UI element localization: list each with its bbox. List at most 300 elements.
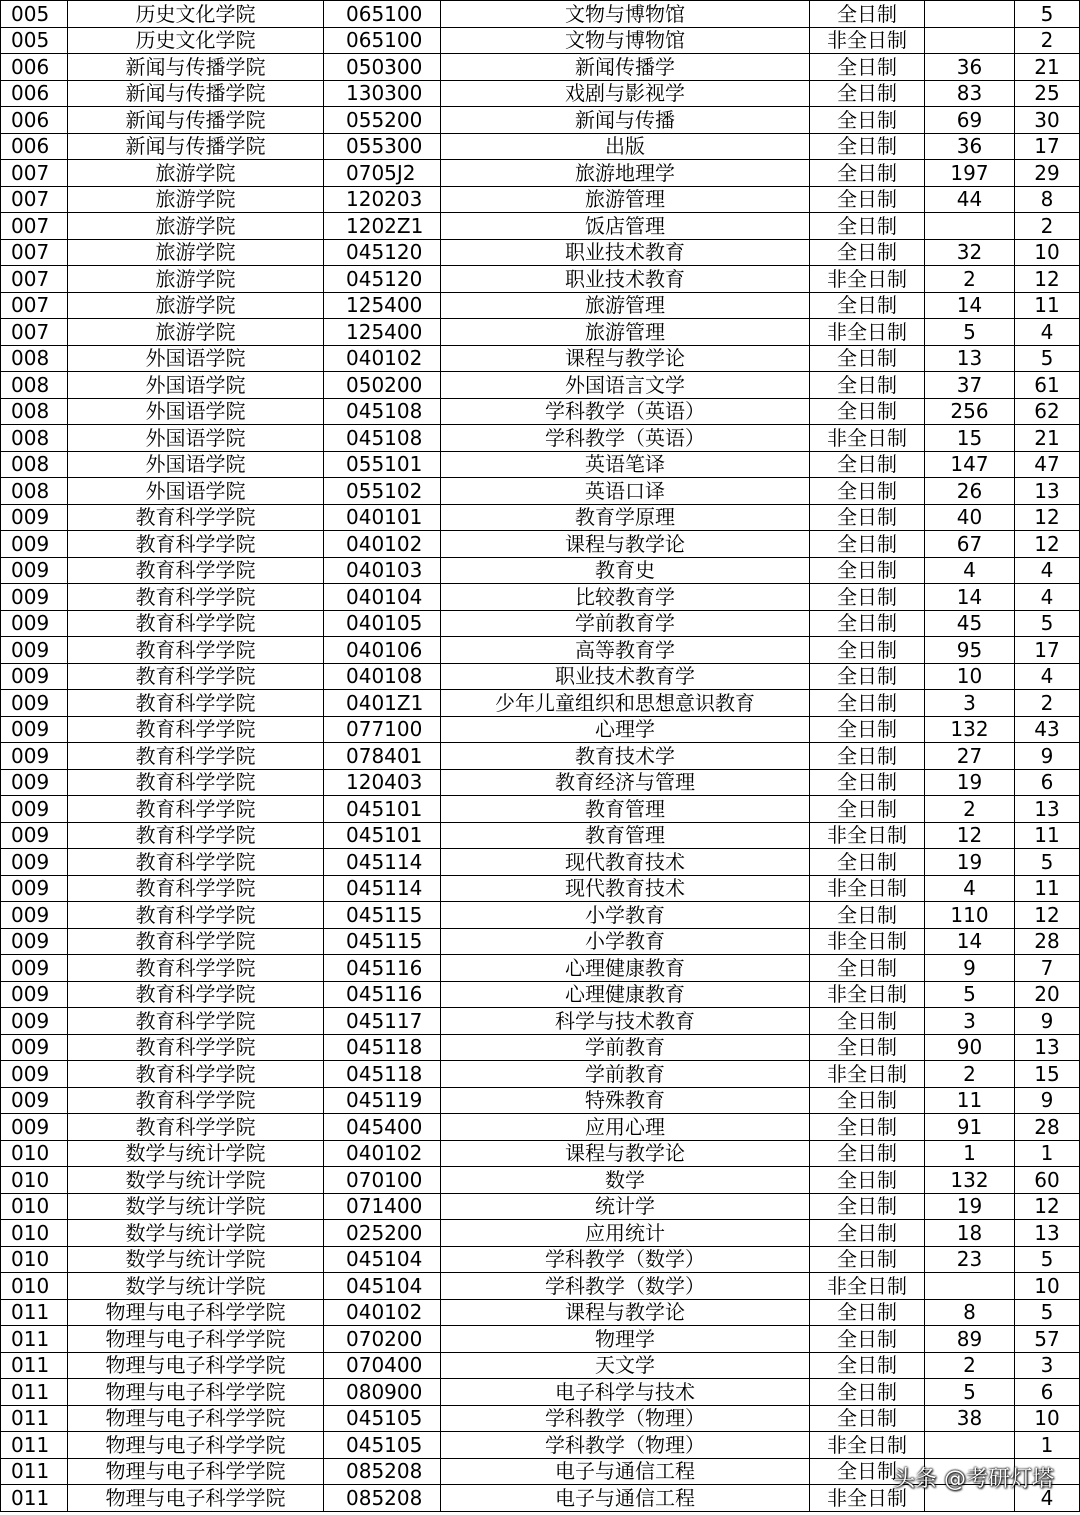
table-row [1,1299,1080,1326]
table-row [1,955,1080,982]
program-code-cell: 080900 [324,1379,441,1406]
table-row [1,822,1080,849]
program-name-cell: 特殊教育 [441,1087,810,1114]
college-code-cell: 009 [1,637,68,664]
study-mode-cell: 全日制 [810,796,925,823]
table-row [1,186,1080,213]
count-b-cell: 43 [1015,716,1080,743]
count-b-cell: 11 [1015,822,1080,849]
college-name-cell: 旅游学院 [68,266,324,293]
table-row [1,796,1080,823]
table-row [1,107,1080,134]
table-row [1,1140,1080,1167]
program-code-cell: 077100 [324,716,441,743]
college-name-cell: 教育科学学院 [68,1034,324,1061]
study-mode-cell: 非全日制 [810,1485,925,1512]
count-b-cell: 25 [1015,80,1080,107]
college-name-cell: 教育科学学院 [68,849,324,876]
table-row [1,849,1080,876]
study-mode-cell: 非全日制 [810,981,925,1008]
college-name-cell: 旅游学院 [68,239,324,266]
program-name-cell: 职业技术教育 [441,239,810,266]
table-row [1,743,1080,770]
count-b-cell: 28 [1015,928,1080,955]
study-mode-cell: 全日制 [810,1140,925,1167]
program-name-cell: 心理健康教育 [441,955,810,982]
study-mode-cell: 全日制 [810,107,925,134]
table-row [1,557,1080,584]
count-b-cell: 10 [1015,1273,1080,1300]
college-name-cell: 物理与电子科学学院 [68,1485,324,1512]
table-row [1,1220,1080,1247]
college-name-cell: 旅游学院 [68,213,324,240]
study-mode-cell: 全日制 [810,902,925,929]
college-name-cell: 教育科学学院 [68,743,324,770]
count-b-cell: 10 [1015,239,1080,266]
program-code-cell: 040102 [324,345,441,372]
college-name-cell: 旅游学院 [68,160,324,187]
count-b-cell: 21 [1015,54,1080,81]
college-name-cell: 数学与统计学院 [68,1140,324,1167]
study-mode-cell: 全日制 [810,345,925,372]
college-code-cell: 009 [1,1034,68,1061]
college-name-cell: 数学与统计学院 [68,1167,324,1194]
study-mode-cell: 全日制 [810,1246,925,1273]
count-a-cell: 132 [925,716,1015,743]
program-name-cell: 统计学 [441,1193,810,1220]
college-code-cell: 009 [1,690,68,717]
count-b-cell: 13 [1015,1220,1080,1247]
program-name-cell: 物理学 [441,1326,810,1353]
college-code-cell: 007 [1,292,68,319]
college-code-cell: 009 [1,902,68,929]
table-row [1,372,1080,399]
college-code-cell: 010 [1,1193,68,1220]
college-name-cell: 新闻与传播学院 [68,107,324,134]
college-code-cell: 009 [1,875,68,902]
program-name-cell: 学科教学（数学） [441,1273,810,1300]
count-b-cell: 11 [1015,875,1080,902]
count-b-cell: 13 [1015,478,1080,505]
college-code-cell: 009 [1,955,68,982]
college-code-cell: 011 [1,1432,68,1459]
program-code-cell: 040108 [324,663,441,690]
college-code-cell: 009 [1,796,68,823]
college-code-cell: 008 [1,425,68,452]
count-b-cell: 6 [1015,769,1080,796]
table-row [1,345,1080,372]
program-code-cell: 055200 [324,107,441,134]
college-code-cell: 005 [1,1,68,28]
college-name-cell: 物理与电子科学学院 [68,1352,324,1379]
program-code-cell: 040102 [324,1299,441,1326]
study-mode-cell: 全日制 [810,637,925,664]
program-code-cell: 120403 [324,769,441,796]
college-code-cell: 010 [1,1167,68,1194]
count-b-cell: 4 [1015,663,1080,690]
study-mode-cell: 全日制 [810,133,925,160]
college-name-cell: 物理与电子科学学院 [68,1299,324,1326]
program-name-cell: 教育管理 [441,822,810,849]
count-a-cell: 1 [925,1140,1015,1167]
college-code-cell: 007 [1,213,68,240]
college-code-cell: 009 [1,822,68,849]
study-mode-cell: 全日制 [810,504,925,531]
study-mode-cell: 全日制 [810,690,925,717]
count-a-cell: 26 [925,478,1015,505]
college-name-cell: 教育科学学院 [68,1061,324,1088]
program-name-cell: 科学与技术教育 [441,1008,810,1035]
table-row [1,1061,1080,1088]
count-b-cell: 4 [1015,557,1080,584]
count-a-cell: 44 [925,186,1015,213]
count-a-cell: 13 [925,345,1015,372]
college-code-cell: 010 [1,1273,68,1300]
college-code-cell: 006 [1,54,68,81]
study-mode-cell: 全日制 [810,1458,925,1485]
program-code-cell: 045105 [324,1432,441,1459]
count-a-cell [925,213,1015,240]
count-b-cell: 5 [1015,1,1080,28]
program-code-cell: 040105 [324,610,441,637]
count-b-cell: 12 [1015,1193,1080,1220]
study-mode-cell: 非全日制 [810,425,925,452]
program-code-cell: 045116 [324,981,441,1008]
program-code-cell: 045117 [324,1008,441,1035]
table-row [1,769,1080,796]
table-row [1,478,1080,505]
table-row [1,637,1080,664]
count-b-cell: 6 [1015,1379,1080,1406]
program-name-cell: 课程与教学论 [441,1299,810,1326]
program-code-cell: 055101 [324,451,441,478]
college-name-cell: 教育科学学院 [68,796,324,823]
count-b-cell: 5 [1015,849,1080,876]
count-a-cell: 19 [925,1193,1015,1220]
program-name-cell: 旅游管理 [441,319,810,346]
count-a-cell [925,1432,1015,1459]
count-b-cell: 21 [1015,425,1080,452]
study-mode-cell: 全日制 [810,1087,925,1114]
program-code-cell: 078401 [324,743,441,770]
college-name-cell: 教育科学学院 [68,769,324,796]
count-b-cell: 13 [1015,1034,1080,1061]
college-name-cell: 数学与统计学院 [68,1220,324,1247]
program-code-cell: 055300 [324,133,441,160]
program-code-cell: 045104 [324,1246,441,1273]
table-row [1,160,1080,187]
table-row [1,610,1080,637]
program-code-cell: 085208 [324,1485,441,1512]
table-row [1,875,1080,902]
table-row [1,133,1080,160]
program-code-cell: 040101 [324,504,441,531]
study-mode-cell: 全日制 [810,1034,925,1061]
college-name-cell: 教育科学学院 [68,875,324,902]
table-row [1,1273,1080,1300]
program-code-cell: 045114 [324,875,441,902]
program-name-cell: 学科教学（物理） [441,1432,810,1459]
program-name-cell: 课程与教学论 [441,345,810,372]
study-mode-cell: 全日制 [810,663,925,690]
study-mode-cell: 全日制 [810,160,925,187]
college-code-cell: 008 [1,345,68,372]
program-code-cell: 040103 [324,557,441,584]
study-mode-cell: 全日制 [810,955,925,982]
college-name-cell: 物理与电子科学学院 [68,1432,324,1459]
count-a-cell: 4 [925,875,1015,902]
count-b-cell: 4 [1015,584,1080,611]
program-name-cell: 旅游管理 [441,186,810,213]
study-mode-cell: 全日制 [810,1405,925,1432]
count-a-cell: 5 [925,319,1015,346]
program-name-cell: 学前教育 [441,1061,810,1088]
table-row [1,531,1080,558]
college-code-cell: 008 [1,398,68,425]
count-a-cell: 2 [925,1352,1015,1379]
study-mode-cell: 全日制 [810,610,925,637]
program-name-cell: 学科教学（数学） [441,1246,810,1273]
program-name-cell: 教育经济与管理 [441,769,810,796]
count-a-cell: 23 [925,1246,1015,1273]
college-code-cell: 008 [1,478,68,505]
study-mode-cell: 非全日制 [810,822,925,849]
count-a-cell: 2 [925,1061,1015,1088]
program-name-cell: 新闻传播学 [441,54,810,81]
program-code-cell: 070400 [324,1352,441,1379]
college-code-cell: 009 [1,743,68,770]
program-name-cell: 学科教学（物理） [441,1405,810,1432]
program-code-cell: 045105 [324,1405,441,1432]
program-code-cell: 120203 [324,186,441,213]
count-b-cell: 2 [1015,213,1080,240]
college-code-cell: 009 [1,663,68,690]
count-b-cell: 5 [1015,1246,1080,1273]
table-row [1,1,1080,28]
program-code-cell: 045120 [324,239,441,266]
program-code-cell: 045119 [324,1087,441,1114]
table-row [1,663,1080,690]
count-a-cell: 10 [925,663,1015,690]
count-a-cell: 89 [925,1326,1015,1353]
college-name-cell: 教育科学学院 [68,822,324,849]
table-row [1,1034,1080,1061]
table-row [1,690,1080,717]
count-b-cell: 2 [1015,27,1080,54]
college-name-cell: 旅游学院 [68,292,324,319]
college-code-cell: 009 [1,584,68,611]
table-row [1,1167,1080,1194]
college-name-cell: 数学与统计学院 [68,1246,324,1273]
table-row [1,902,1080,929]
table-row [1,266,1080,293]
study-mode-cell: 全日制 [810,1167,925,1194]
program-code-cell: 025200 [324,1220,441,1247]
college-code-cell: 009 [1,769,68,796]
college-name-cell: 外国语学院 [68,478,324,505]
count-a-cell: 32 [925,239,1015,266]
college-name-cell: 教育科学学院 [68,637,324,664]
college-code-cell: 006 [1,133,68,160]
table-row [1,239,1080,266]
program-code-cell: 045104 [324,1273,441,1300]
program-code-cell: 0401Z1 [324,690,441,717]
college-name-cell: 教育科学学院 [68,1008,324,1035]
watermark-text: 头条 @考研灯塔 [893,1467,1054,1492]
program-code-cell: 045115 [324,928,441,955]
program-name-cell: 学前教育学 [441,610,810,637]
program-name-cell: 英语口译 [441,478,810,505]
program-code-cell: 125400 [324,292,441,319]
table-row [1,54,1080,81]
table-row [1,398,1080,425]
count-b-cell: 17 [1015,133,1080,160]
count-a-cell: 95 [925,637,1015,664]
study-mode-cell: 非全日制 [810,1432,925,1459]
college-name-cell: 物理与电子科学学院 [68,1458,324,1485]
program-name-cell: 职业技术教育学 [441,663,810,690]
study-mode-cell: 全日制 [810,1008,925,1035]
count-a-cell: 15 [925,425,1015,452]
college-code-cell: 006 [1,80,68,107]
count-b-cell: 13 [1015,796,1080,823]
college-name-cell: 教育科学学院 [68,504,324,531]
program-name-cell: 教育学原理 [441,504,810,531]
program-name-cell: 教育史 [441,557,810,584]
program-code-cell: 040102 [324,531,441,558]
count-a-cell: 3 [925,1008,1015,1035]
program-name-cell: 应用心理 [441,1114,810,1141]
college-code-cell: 009 [1,1087,68,1114]
college-code-cell: 011 [1,1458,68,1485]
study-mode-cell: 全日制 [810,1299,925,1326]
count-b-cell: 1 [1015,1140,1080,1167]
program-code-cell: 065100 [324,27,441,54]
college-name-cell: 数学与统计学院 [68,1193,324,1220]
table-row [1,425,1080,452]
study-mode-cell: 非全日制 [810,319,925,346]
college-name-cell: 外国语学院 [68,398,324,425]
college-code-cell: 009 [1,849,68,876]
program-name-cell: 比较教育学 [441,584,810,611]
program-name-cell: 出版 [441,133,810,160]
study-mode-cell: 全日制 [810,769,925,796]
table-row [1,504,1080,531]
count-b-cell: 5 [1015,610,1080,637]
table-row [1,1379,1080,1406]
count-b-cell: 9 [1015,1008,1080,1035]
college-code-cell: 006 [1,107,68,134]
count-a-cell: 67 [925,531,1015,558]
college-name-cell: 旅游学院 [68,319,324,346]
count-b-cell: 7 [1015,955,1080,982]
program-code-cell: 125400 [324,319,441,346]
program-code-cell: 070200 [324,1326,441,1353]
program-name-cell: 现代教育技术 [441,849,810,876]
college-name-cell: 物理与电子科学学院 [68,1405,324,1432]
study-mode-cell: 非全日制 [810,27,925,54]
study-mode-cell: 全日制 [810,584,925,611]
count-a-cell: 3 [925,690,1015,717]
count-b-cell: 5 [1015,345,1080,372]
study-mode-cell: 全日制 [810,1114,925,1141]
table-row [1,1114,1080,1141]
count-a-cell: 19 [925,769,1015,796]
college-name-cell: 教育科学学院 [68,663,324,690]
program-name-cell: 学前教育 [441,1034,810,1061]
study-mode-cell: 非全日制 [810,266,925,293]
program-code-cell: 045120 [324,266,441,293]
college-name-cell: 新闻与传播学院 [68,80,324,107]
college-name-cell: 教育科学学院 [68,531,324,558]
table-row [1,1326,1080,1353]
program-name-cell: 旅游地理学 [441,160,810,187]
study-mode-cell: 非全日制 [810,1273,925,1300]
college-code-cell: 011 [1,1485,68,1512]
program-code-cell: 040106 [324,637,441,664]
program-name-cell: 电子与通信工程 [441,1458,810,1485]
program-name-cell: 电子科学与技术 [441,1379,810,1406]
table-row [1,292,1080,319]
count-b-cell: 60 [1015,1167,1080,1194]
count-b-cell: 62 [1015,398,1080,425]
count-a-cell: 69 [925,107,1015,134]
table-row [1,928,1080,955]
study-mode-cell: 全日制 [810,1193,925,1220]
program-code-cell: 045114 [324,849,441,876]
program-code-cell: 045118 [324,1061,441,1088]
college-code-cell: 011 [1,1326,68,1353]
college-code-cell: 009 [1,928,68,955]
program-name-cell: 戏剧与影视学 [441,80,810,107]
count-a-cell: 2 [925,796,1015,823]
program-name-cell: 教育管理 [441,796,810,823]
count-b-cell: 4 [1015,319,1080,346]
college-code-cell: 009 [1,1114,68,1141]
college-code-cell: 009 [1,1008,68,1035]
count-a-cell: 83 [925,80,1015,107]
study-mode-cell: 全日制 [810,743,925,770]
college-code-cell: 007 [1,239,68,266]
program-name-cell: 旅游管理 [441,292,810,319]
college-name-cell: 旅游学院 [68,186,324,213]
program-code-cell: 045115 [324,902,441,929]
program-name-cell: 课程与教学论 [441,1140,810,1167]
count-a-cell: 11 [925,1087,1015,1114]
program-name-cell: 课程与教学论 [441,531,810,558]
study-mode-cell: 全日制 [810,849,925,876]
count-a-cell: 18 [925,1220,1015,1247]
count-a-cell: 147 [925,451,1015,478]
table-row [1,1432,1080,1459]
college-code-cell: 011 [1,1379,68,1406]
count-a-cell: 110 [925,902,1015,929]
program-name-cell: 心理健康教育 [441,981,810,1008]
study-mode-cell: 全日制 [810,186,925,213]
program-name-cell: 教育技术学 [441,743,810,770]
study-mode-cell: 全日制 [810,80,925,107]
college-code-cell: 011 [1,1352,68,1379]
count-b-cell: 10 [1015,1405,1080,1432]
count-a-cell: 132 [925,1167,1015,1194]
count-b-cell: 15 [1015,1061,1080,1088]
college-code-cell: 009 [1,1061,68,1088]
count-a-cell: 2 [925,266,1015,293]
college-code-cell: 007 [1,319,68,346]
study-mode-cell: 全日制 [810,292,925,319]
program-name-cell: 小学教育 [441,928,810,955]
table-row [1,319,1080,346]
